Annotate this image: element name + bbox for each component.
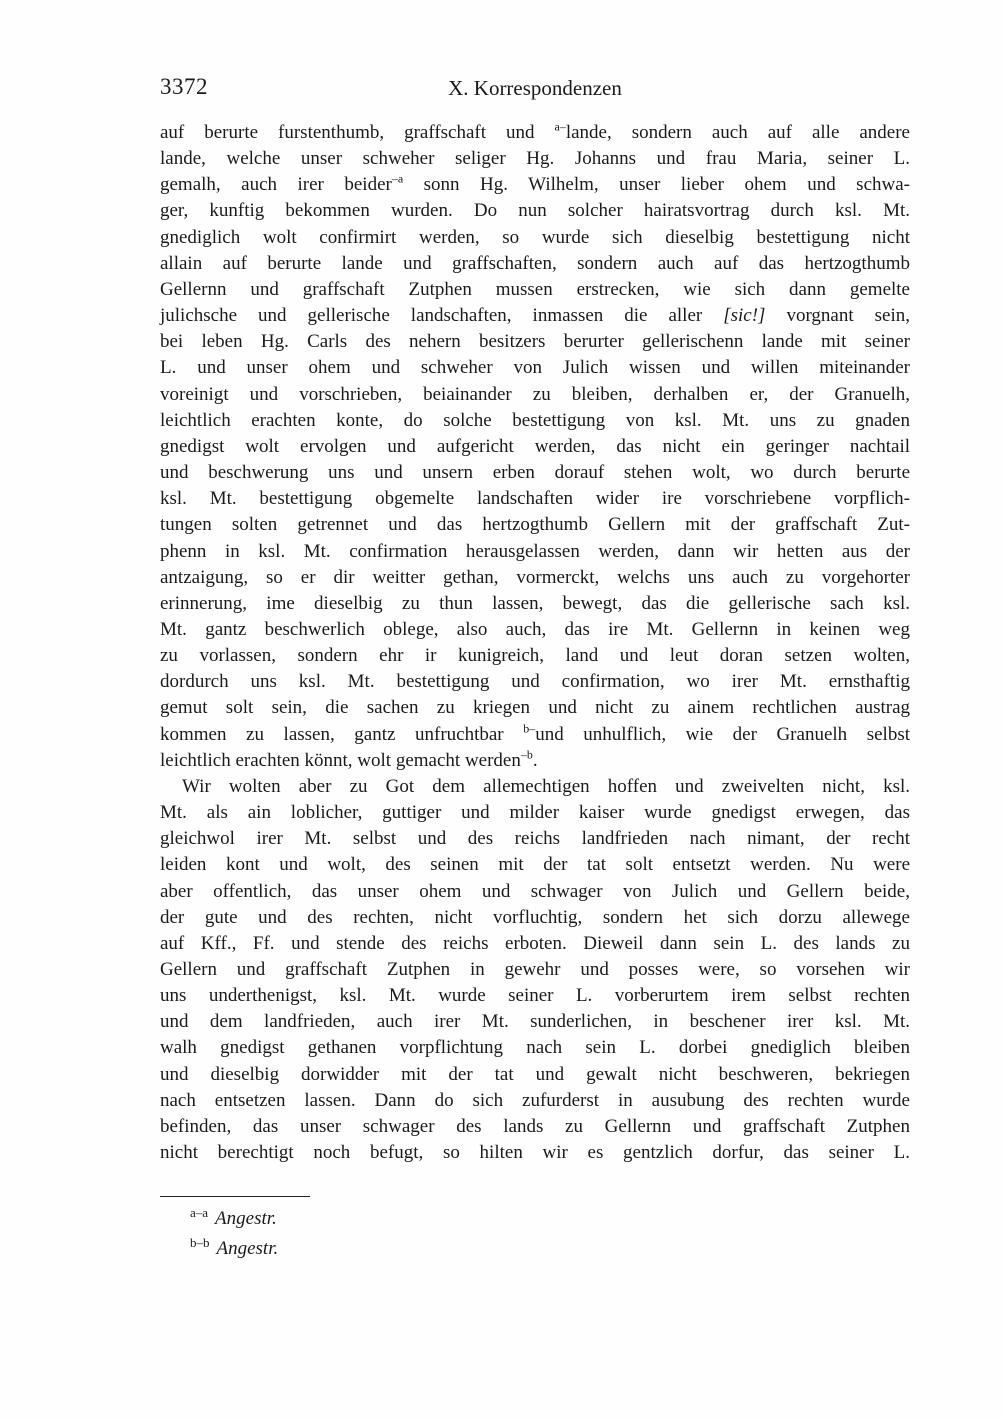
text-line: [160, 1009, 910, 1035]
footnote-ref: –a: [391, 171, 404, 186]
text-line: [160, 722, 910, 748]
footnote-marker: a–a: [190, 1204, 209, 1220]
text-run: lande, welche unser schweher seliger Hg. Johanns und frau Maria, seiner L.: [160, 148, 910, 170]
text-run: Gellern und graffschaft Zutphen in gewehr und posses were, so vorsehen wir: [160, 959, 910, 980]
text-run: voreinigt und vorschrieben, beiainander zu bleiben, derhalben er, der Granuelh,: [160, 383, 910, 405]
text-run: leiden kont und wolt, des seinen mit der tat solt entsetzt werden. Nu were: [160, 854, 910, 876]
text-line: [160, 852, 910, 878]
text-line: [160, 172, 910, 198]
text-run: dordurch uns ksl. Mt. bestettigung und confirmation, wo irer Mt. ernsthaftig: [160, 671, 910, 693]
text-run: auf Kff., Ff. und stende des reichs erboten. Dieweil dann sein L. des lands zu: [160, 932, 910, 954]
footnote-item: [160, 1234, 910, 1264]
text-run: phenn in ksl. Mt. confirmation herausgelassen werden, dann wir hetten aus der: [160, 540, 910, 562]
footnote-text: Angestr.: [216, 1238, 279, 1259]
text-run: auf berurte furstenthumb, graffschaft und: [160, 122, 555, 143]
text-run: .: [532, 749, 538, 771]
text-line: [160, 198, 910, 224]
footnote-ref: b–: [523, 721, 536, 736]
text-line: [160, 695, 910, 721]
text-run: nicht berechtigt noch befugt, so hilten wir es gentzlich dorfur, das seiner L.: [160, 1142, 910, 1164]
text-run: zu vorlassen, sondern ehr ir kunigreich, land und leut doran setzen wolten,: [160, 645, 910, 667]
text-run: und beschwerung uns und unsern erben dorauf stehen wolt, wo durch berurte: [160, 462, 910, 484]
text-line: [160, 408, 910, 434]
text-run: nach entsetzen lassen. Dann do sich zufurderst in ausubung des rechten wurde: [160, 1089, 910, 1111]
text-run: L. und unser ohem und schweher von Julich wissen und willen miteinander: [160, 357, 910, 379]
text-run: Wir wolten aber zu Got dem allemechtigen hoffen und zweivelten nicht, ksl.: [182, 775, 910, 797]
text-run: gnediglich wolt confirmirt werden, so wurde sich dieselbig bestettigung nicht: [160, 226, 910, 248]
text-line: [160, 225, 910, 251]
running-head: X. Korrespondenzen: [448, 76, 622, 100]
text-line: [160, 251, 910, 277]
text-run: Gellernn und graffschaft Zutphen mussen erstrecken, wie sich dann gemelte: [160, 278, 910, 300]
text-line: [160, 669, 910, 695]
text-line: [160, 303, 910, 329]
text-run: lande, sondern auch auf alle andere: [565, 122, 910, 143]
text-run: Mt. als ain loblicher, guttiger und milder kaiser wurde gnedigst erwegen, das: [160, 802, 910, 824]
text-run: der gute und des rechten, nicht vorfluchtig, sondern het sich dorzu allewege: [160, 906, 910, 928]
text-run: erinnerung, ime dieselbig zu thun lassen, bewegt, das die gellerische sach ksl.: [160, 592, 910, 614]
text-line: [160, 591, 910, 617]
text-run: leichtlich erachten konte, do solche bestettigung von ksl. Mt. uns zu gnaden: [160, 409, 910, 431]
text-run: und dem landfrieden, auch irer Mt. sunderlichen, in beschener irer ksl. Mt.: [160, 1011, 910, 1033]
text-run: walh gnedigst gethanen vorpflichtung nach sein L. dorbei gnediglich bleiben: [160, 1037, 910, 1059]
footnote-rule: [160, 1196, 310, 1197]
footnote-item: [160, 1204, 910, 1234]
text-line: [160, 329, 910, 355]
text-line: [160, 617, 910, 643]
text-line: [160, 512, 910, 538]
text-line: [160, 539, 910, 565]
text-line: [160, 826, 910, 852]
text-line: [160, 1114, 910, 1140]
text-run: ger, kunftig bekommen wurden. Do nun solcher hairatsvortrag durch ksl. Mt.: [160, 200, 910, 222]
text-run: gleichwol irer Mt. selbst und des reichs landfrieden nach nimant, der recht: [160, 828, 910, 850]
text-run: Mt. gantz beschwerlich oblege, also auch, das ire Mt. Gellernn in keinen weg: [160, 618, 910, 640]
text-line: [160, 931, 910, 957]
text-line: [160, 486, 910, 512]
text-line: [160, 382, 910, 408]
text-run: julichsche und gellerische landschaften, inmassen die aller: [160, 305, 724, 327]
footnote-ref: a–: [554, 119, 566, 134]
page-number: 3372: [160, 74, 208, 99]
text-run: kommen zu lassen, gantz unfruchtbar: [160, 723, 524, 745]
footnote-text: Angestr.: [215, 1208, 277, 1229]
footnote-ref: –b: [520, 747, 533, 762]
italic-text: [sic!]: [723, 305, 766, 327]
text-run: leichtlich erachten könnt, wolt gemacht werden: [160, 749, 521, 771]
text-run: und dieselbig dorwidder mit der tat und gewalt nicht beschweren, bekriegen: [160, 1063, 910, 1085]
text-line: [160, 355, 910, 381]
text-run: vorgnant sein,: [765, 305, 910, 327]
text-run: gemut solt sein, die sachen zu kriegen und nicht zu ainem rechtlichen austrag: [160, 697, 910, 719]
text-run: und unhulflich, wie der Granuelh selbst: [535, 723, 910, 745]
text-line: [160, 957, 910, 983]
text-line: [160, 146, 910, 172]
text-line: [160, 434, 910, 460]
text-line: [160, 774, 910, 800]
text-run: uns underthenigst, ksl. Mt. wurde seiner L. vorberurtem irem selbst rechten: [160, 985, 910, 1007]
text-run: tungen solten getrennet und das hertzogthumb Gellern mit der graffschaft Zut-: [160, 514, 910, 536]
text-run: bei leben Hg. Carls des nehern besitzers berurter gellerischenn lande mit seiner: [160, 331, 910, 353]
text-line: [160, 800, 910, 826]
text-run: antzaigung, so er dir weitter gethan, vormerckt, welchs uns auch zu vorgehorter: [160, 566, 910, 588]
text-run: befinden, das unser schwager des lands zu Gellernn und graffschaft Zutphen: [160, 1115, 910, 1137]
text-line: [160, 120, 910, 146]
text-line: [160, 879, 910, 905]
text-run: gnedigst wolt ervolgen und aufgericht werden, das nicht ein geringer nachtail: [160, 435, 910, 457]
text-run: allain auf berurte lande und graffschaften, sondern auch auf das hertzogthumb: [160, 252, 910, 274]
text-line: [160, 748, 910, 774]
page-header: [160, 74, 910, 104]
text-run: sonn Hg. Wilhelm, unser lieber ohem und schwa-: [403, 174, 910, 196]
text-line: [160, 277, 910, 303]
text-line: [160, 1062, 910, 1088]
text-line: [160, 1140, 910, 1166]
text-line: [160, 905, 910, 931]
body-text: [160, 120, 910, 1166]
text-line: [160, 565, 910, 591]
text-run: aber offentlich, das unser ohem und schwager von Julich und Gellern beide,: [160, 880, 910, 902]
text-run: ksl. Mt. bestettigung obgemelte landschaften wider ire vorschriebene vorpflich-: [160, 488, 910, 510]
text-line: [160, 1088, 910, 1114]
text-line: [160, 1035, 910, 1061]
text-line: [160, 643, 910, 669]
text-line: [160, 983, 910, 1009]
footnote-marker: b–b: [190, 1234, 210, 1250]
text-run: gemalh, auch irer beider: [160, 174, 392, 196]
footnotes: [160, 1196, 910, 1264]
text-line: [160, 460, 910, 486]
